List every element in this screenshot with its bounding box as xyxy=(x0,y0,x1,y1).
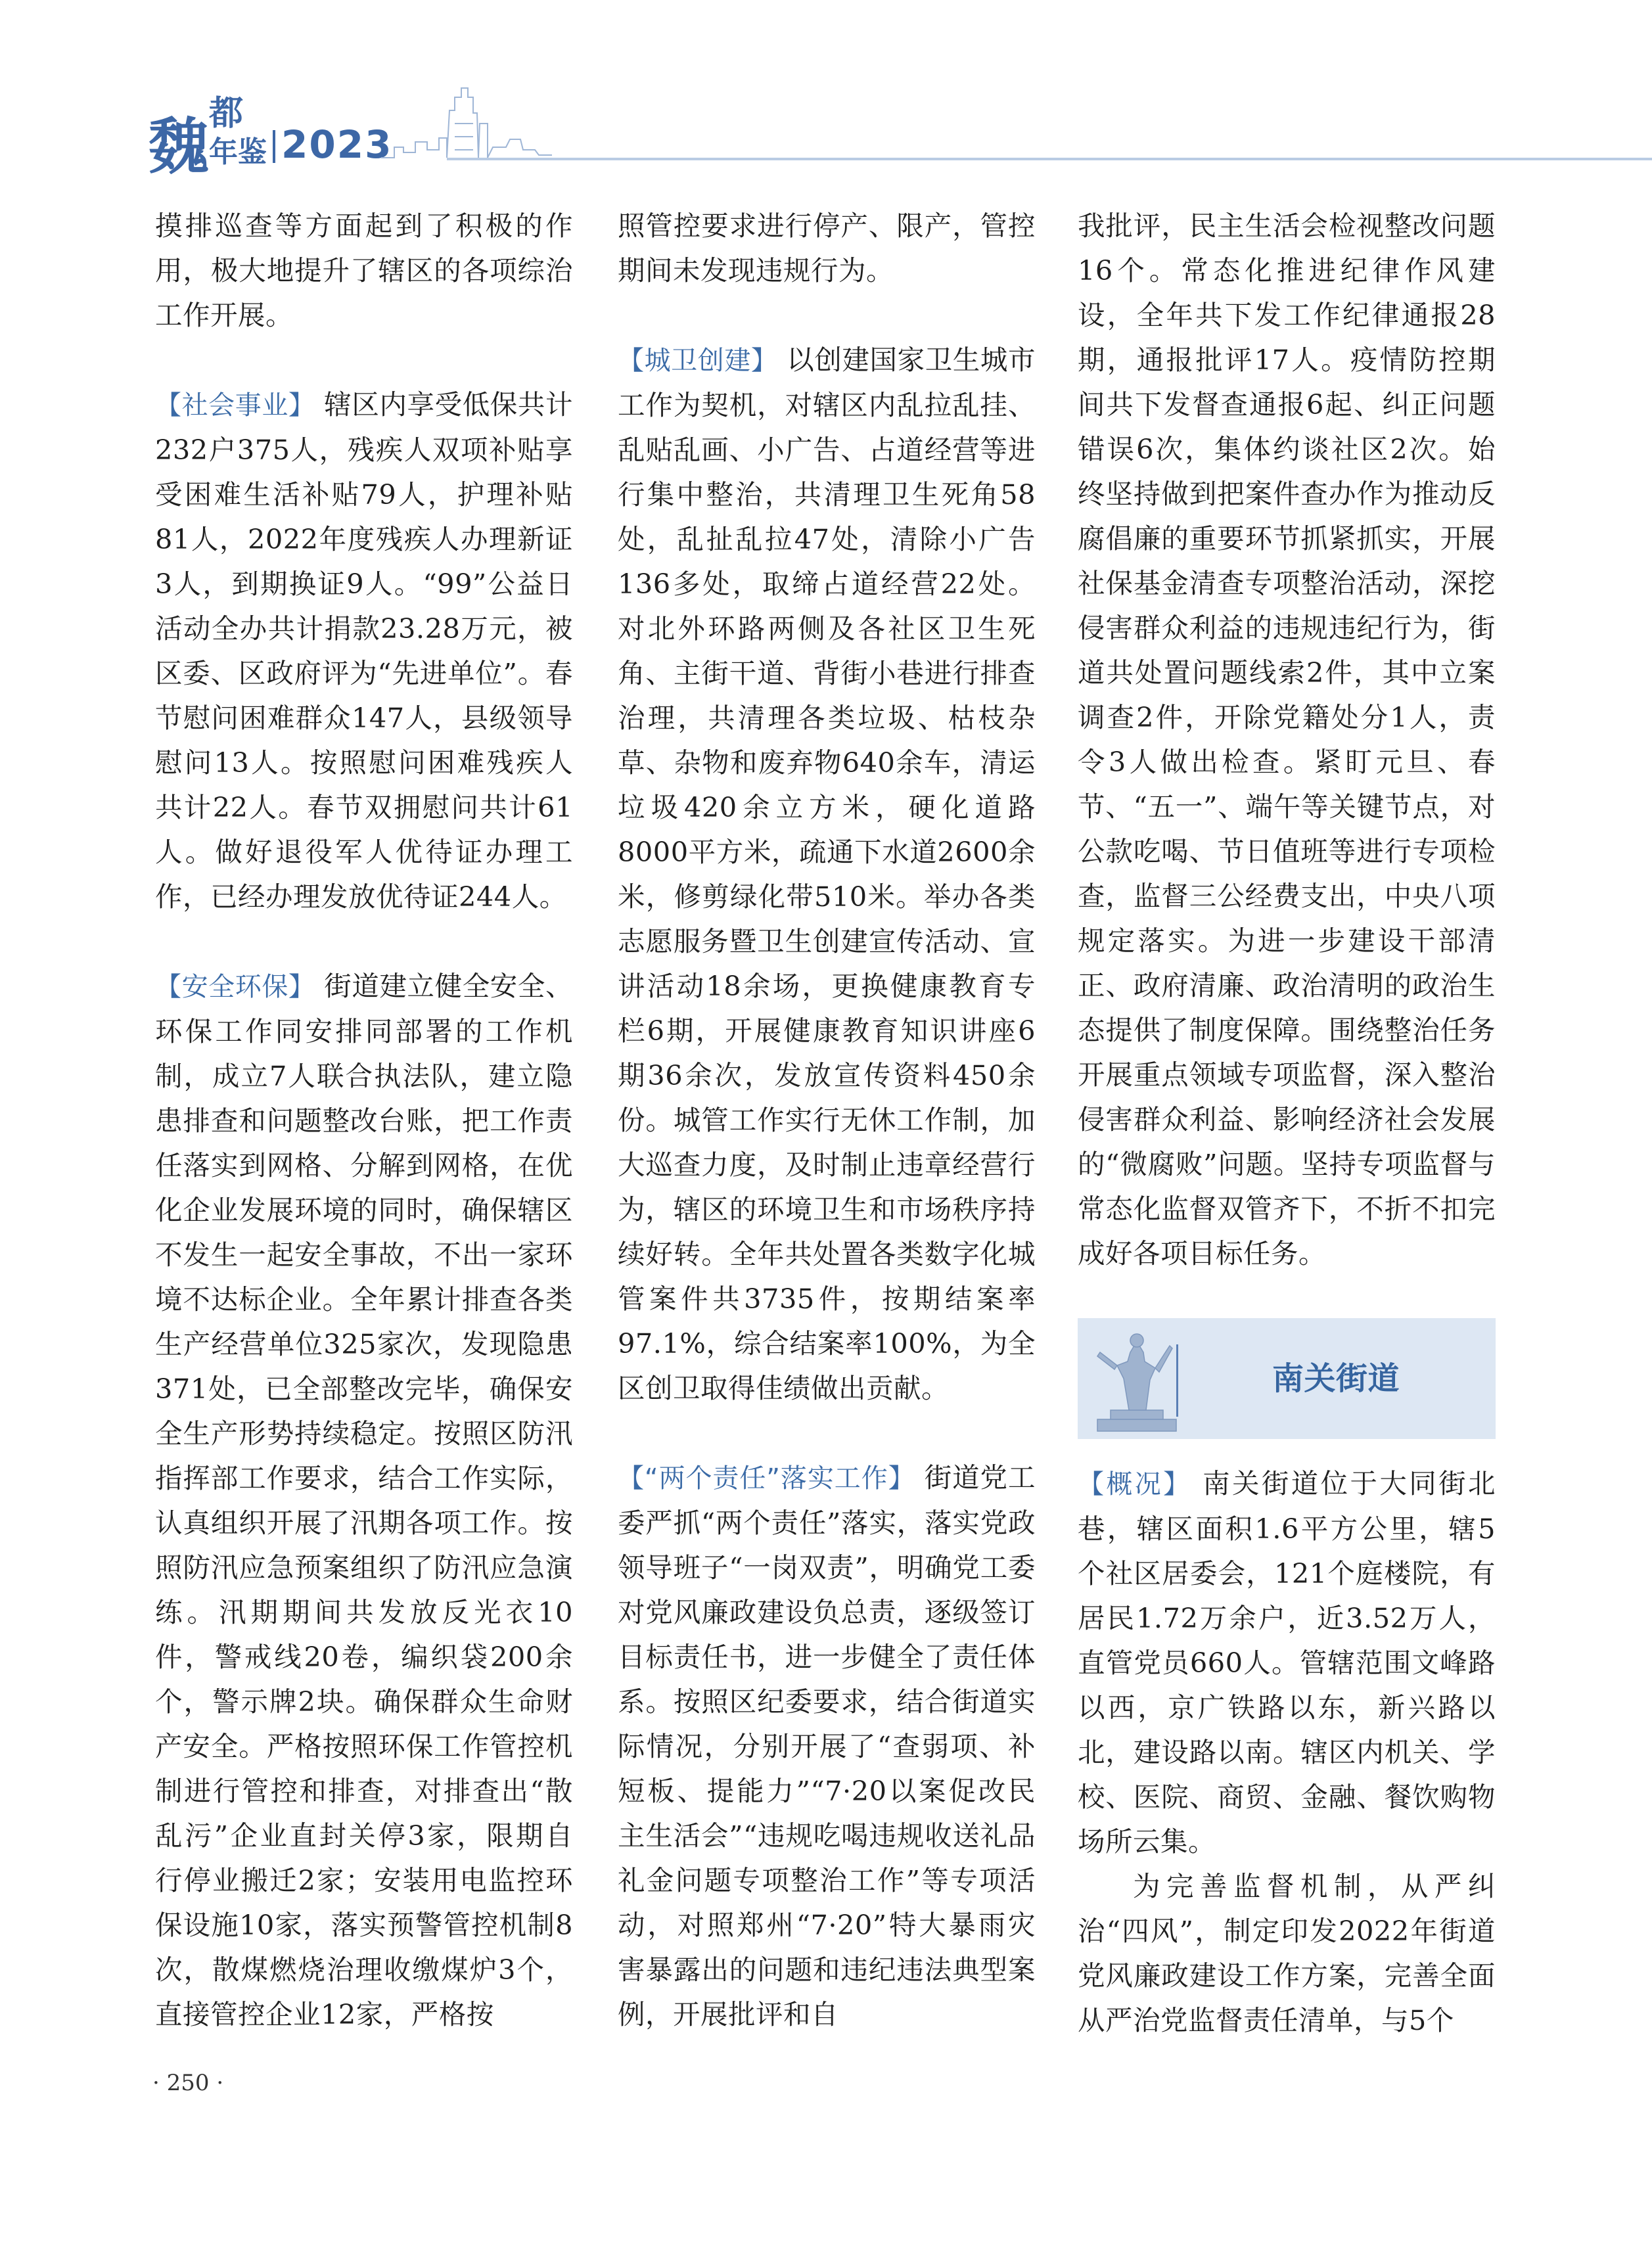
text-column-1 xyxy=(155,204,573,2037)
header-rule xyxy=(447,158,1652,160)
section-social-affairs xyxy=(155,382,573,919)
section-overview xyxy=(1078,1461,1496,1864)
section-heading: 【安全环保】 xyxy=(155,972,315,1002)
section-heading: 【社会事业】 xyxy=(155,390,315,421)
section-body: 街道党工委严抓“两个责任”落实，落实党政领导班子“一岗双责”，明确党工委对党风廉政建设负总责，逐级签订目标责任书，进一步健全了责任体系。按照区纪委要求，结合街道实际情况，分别开展了“查弱项、补短板、提能力”“7·20以案促改民主生活会”“违规吃喝违规收送礼品礼金问题专项整治工作”等专项活动，对照郑州“7·20”特大暴雨灾害暴露出的问题和违纪违法典型案例，开展批评和自 xyxy=(618,1461,1036,2030)
yearbook-logo-small-char: 都 xyxy=(209,93,244,133)
section-safety-environment xyxy=(155,964,573,2037)
text-column-3 xyxy=(1078,204,1496,2043)
city-skyline-icon xyxy=(381,84,552,160)
statue-icon xyxy=(1091,1326,1189,1435)
logo-divider xyxy=(273,130,275,163)
section-two-responsibilities xyxy=(618,1455,1036,2037)
page-header xyxy=(0,0,1652,182)
paragraph: 为完善监督机制，从严纠治“四风”，制定印发2022年街道党风廉政建设工作方案，完善全面从严治党监督责任清单，与5个 xyxy=(1078,1870,1496,2036)
paragraph: 摸排巡查等方面起到了积极的作用，极大地提升了辖区的各项综治工作开展。 xyxy=(155,210,573,331)
paragraph: 我批评，民主生活会检视整改问题16个。常态化推进纪律作风建设，全年共下发工作纪律通报28期，通报批评17人。疫情防控期间共下发督查通报6起、纠正问题错误6次，集体约谈社区2次。始终坚持做到把案件查办作为推动反腐倡廉的重要环节抓紧抓实，开展社保基金清查专项整治活动，深挖侵害群众利益的违规违纪行为，街道共处置问题线索2件，其中立案调查2件，开除党籍处分1人，责令3人做出检查。紧盯元旦、春节、“五一”、端午等关键节点，对公款吃喝、节日值班等进行专项检查，监督三公经费支出，中央八项规定落实。为进一步建设干部清正、政府清廉、政治清明的政治生态提供了制度保障。围绕整治任务开展重点领域专项监督，深入整治侵害群众利益、影响经济社会发展的“微腐败”问题。坚持专项监督与常态化监督双管齐下，不折不扣完成好各项目标任务。 xyxy=(1078,210,1496,1270)
yearbook-logo-main-char: 魏 xyxy=(149,111,210,182)
section-heading: 【概况】 xyxy=(1078,1469,1192,1499)
yearbook-logo-subtitle: 年鉴 xyxy=(209,135,267,169)
section-body: 辖区内享受低保共计232户375人，残疾人双项补贴享受困难生活补贴79人，护理补贴81人，2022年度残疾人办理新证3人，到期换证9人。“99”公益日活动全办共计捐款23.28万元，被区委、区政府评为“先进单位”。春节慰问困难群众147人，县级领导慰问13人。按照慰问困难残疾人共计22人。春节双拥慰问共计61人。做好退役军人优待证办理工作，已经办理发放优待证244人。 xyxy=(155,388,573,913)
section-sanitation-city xyxy=(618,338,1036,1411)
paragraph: 照管控要求进行停产、限产，管控期间未发现违规行为。 xyxy=(618,210,1036,286)
section-heading: 【“两个责任”落实工作】 xyxy=(618,1463,915,1494)
section-heading: 【城卫创建】 xyxy=(618,346,778,376)
yearbook-logo-year: 2023 xyxy=(281,122,393,167)
section-body: 以创建国家卫生城市工作为契机，对辖区内乱拉乱挂、乱贴乱画、小广告、占道经营等进行集中整治，共清理卫生死角58处，乱扯乱拉47处，清除小广告136多处，取缔占道经营22处。对北外环路两侧及各社区卫生死角、主街干道、背街小巷进行排查治理，共清理各类垃圾、枯枝杂草、杂物和废弃物640余车，清运垃圾420余立方米，硬化道路8000平方米，疏通下水道2600余米，修剪绿化带510米。举办各类志愿服务暨卫生创建宣传活动、宣讲活动18余场，更换健康教育专栏6期，开展健康教育知识讲座6期36余次，发放宣传资料450余份。城管工作实行无休工作制，加大巡查力度，及时制止违章经营行为，辖区的环境卫生和市场秩序持续好转。全年共处置各类数字化城管案件共3735件，按期结案率97.1%，综合结案率100%，为全区创卫取得佳绩做出贡献。 xyxy=(618,344,1036,1404)
section-banner xyxy=(1078,1318,1496,1439)
section-body: 街道建立健全安全、环保工作同安排同部署的工作机制，成立7人联合执法队，建立隐患排查和问题整改台账，把工作责任落实到网格、分解到网格，在优化企业发展环境的同时，确保辖区不发生一起安全事故，不出一家环境不达标企业。全年累计排查各类生产经营单位325家次，发现隐患371处，已全部整改完毕，确保安全生产形势持续稳定。按照区防汛指挥部工作要求，结合工作实际，认真组织开展了汛期各项工作。按照防汛应急预案组织了防汛应急演练。汛期期间共发放反光衣10件，警戒线20卷，编织袋200余个，警示牌2块。确保群众生命财产安全。严格按照环保工作管控机制进行管控和排查，对排查出“散乱污”企业直封关停3家，限期自行停业搬迁2家；安装用电监控环保设施10家，落实预警管控机制8次，散煤燃烧治理收缴煤炉3个，直接管控企业12家，严格按 xyxy=(155,970,573,2030)
text-column-2 xyxy=(618,204,1036,2037)
section-body: 南关街道位于大同街北巷，辖区面积1.6平方公里，辖5个社区居委会，121个庭楼院，有居民1.72万余户，近3.52万人，直管党员660人。管辖范围文峰路以西，京广铁路以东，新兴路以北，建设路以南。辖区内机关、学校、医院、商贸、金融、餐饮购物场所云集。 xyxy=(1078,1467,1496,1858)
section-banner-title: 南关街道 xyxy=(1272,1360,1400,1397)
page-number: · 250 · xyxy=(152,2070,224,2096)
